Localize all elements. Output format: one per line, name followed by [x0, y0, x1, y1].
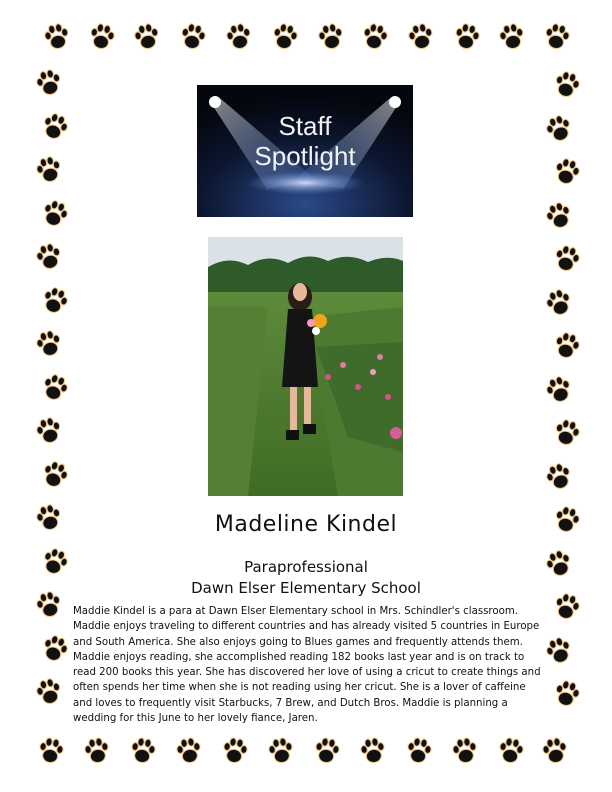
paw-print-icon	[544, 636, 574, 666]
staff-title: Paraprofessional	[244, 558, 368, 576]
paw-print-icon	[552, 244, 582, 274]
paw-print-icon	[358, 736, 388, 766]
paw-print-icon	[540, 736, 570, 766]
banner-line2: Spotlight	[254, 141, 356, 171]
paw-print-icon	[34, 416, 64, 446]
paw-print-icon	[406, 22, 436, 52]
paw-print-icon	[497, 22, 527, 52]
paw-print-icon	[40, 286, 70, 316]
paw-print-icon	[552, 157, 582, 187]
paw-print-icon	[132, 22, 162, 52]
paw-print-icon	[220, 736, 250, 766]
paw-print-icon	[270, 22, 300, 52]
paw-print-icon	[34, 329, 64, 359]
staff-photo	[208, 237, 403, 496]
paw-print-icon	[544, 288, 574, 318]
paw-print-icon	[452, 22, 482, 52]
paw-print-icon	[34, 155, 64, 185]
paw-print-icon	[178, 22, 208, 52]
paw-print-icon	[544, 375, 574, 405]
paw-print-icon	[450, 736, 480, 766]
paw-print-icon	[552, 70, 582, 100]
paw-print-icon	[544, 201, 574, 231]
paw-print-icon	[316, 22, 346, 52]
paw-print-icon	[36, 736, 66, 766]
paw-print-icon	[542, 22, 572, 52]
paw-print-icon	[82, 736, 112, 766]
paw-print-icon	[266, 736, 296, 766]
paw-print-icon	[552, 418, 582, 448]
paw-print-icon	[496, 736, 526, 766]
paw-print-icon	[174, 736, 204, 766]
paw-print-icon	[360, 22, 390, 52]
staff-role	[0, 557, 612, 599]
paw-print-icon	[552, 331, 582, 361]
staff-bio	[73, 604, 543, 726]
paw-print-icon	[544, 114, 574, 144]
paw-print-icon	[87, 22, 117, 52]
paw-print-icon	[34, 242, 64, 272]
paw-print-icon	[42, 22, 72, 52]
paw-print-icon	[40, 373, 70, 403]
paw-print-icon	[404, 736, 434, 766]
banner-line1: Staff	[278, 111, 332, 141]
paw-print-icon	[40, 460, 70, 490]
paw-print-icon	[224, 22, 254, 52]
bio-paragraph: Maddie Kindel is a para at Dawn Elser Elementary school in Mrs. Schindler's classroom. Maddie enjoys traveling to different countries and has already visited 5 countries in Europe and South America. She also enjoys going to Blues games and frequently attends them. Maddie enjoys reading, she accomplished reading 182 books last year and is on track to read 200 books this year. She has discovered her love of using a cricut to create things and often spends her time when she is not reading using her cricut. She is a lover of caffeine and loves to frequently visit Starbucks, 7 Brew, and Dutch Bros. Maddie is planning a wedding for this June to her lovely fiance, Jaren.	[73, 606, 541, 725]
staff-school: Dawn Elser Elementary School	[191, 579, 421, 597]
paw-print-icon	[312, 736, 342, 766]
paw-print-icon	[40, 634, 70, 664]
staff-name: Madeline Kindel	[214, 512, 398, 537]
staff-spotlight-banner	[197, 85, 413, 217]
paw-print-icon	[128, 736, 158, 766]
paw-print-icon	[40, 112, 70, 142]
paw-print-icon	[544, 462, 574, 492]
paw-print-icon	[552, 679, 582, 709]
paw-print-icon	[34, 68, 64, 98]
paw-print-icon	[40, 199, 70, 229]
paw-print-icon	[34, 677, 64, 707]
